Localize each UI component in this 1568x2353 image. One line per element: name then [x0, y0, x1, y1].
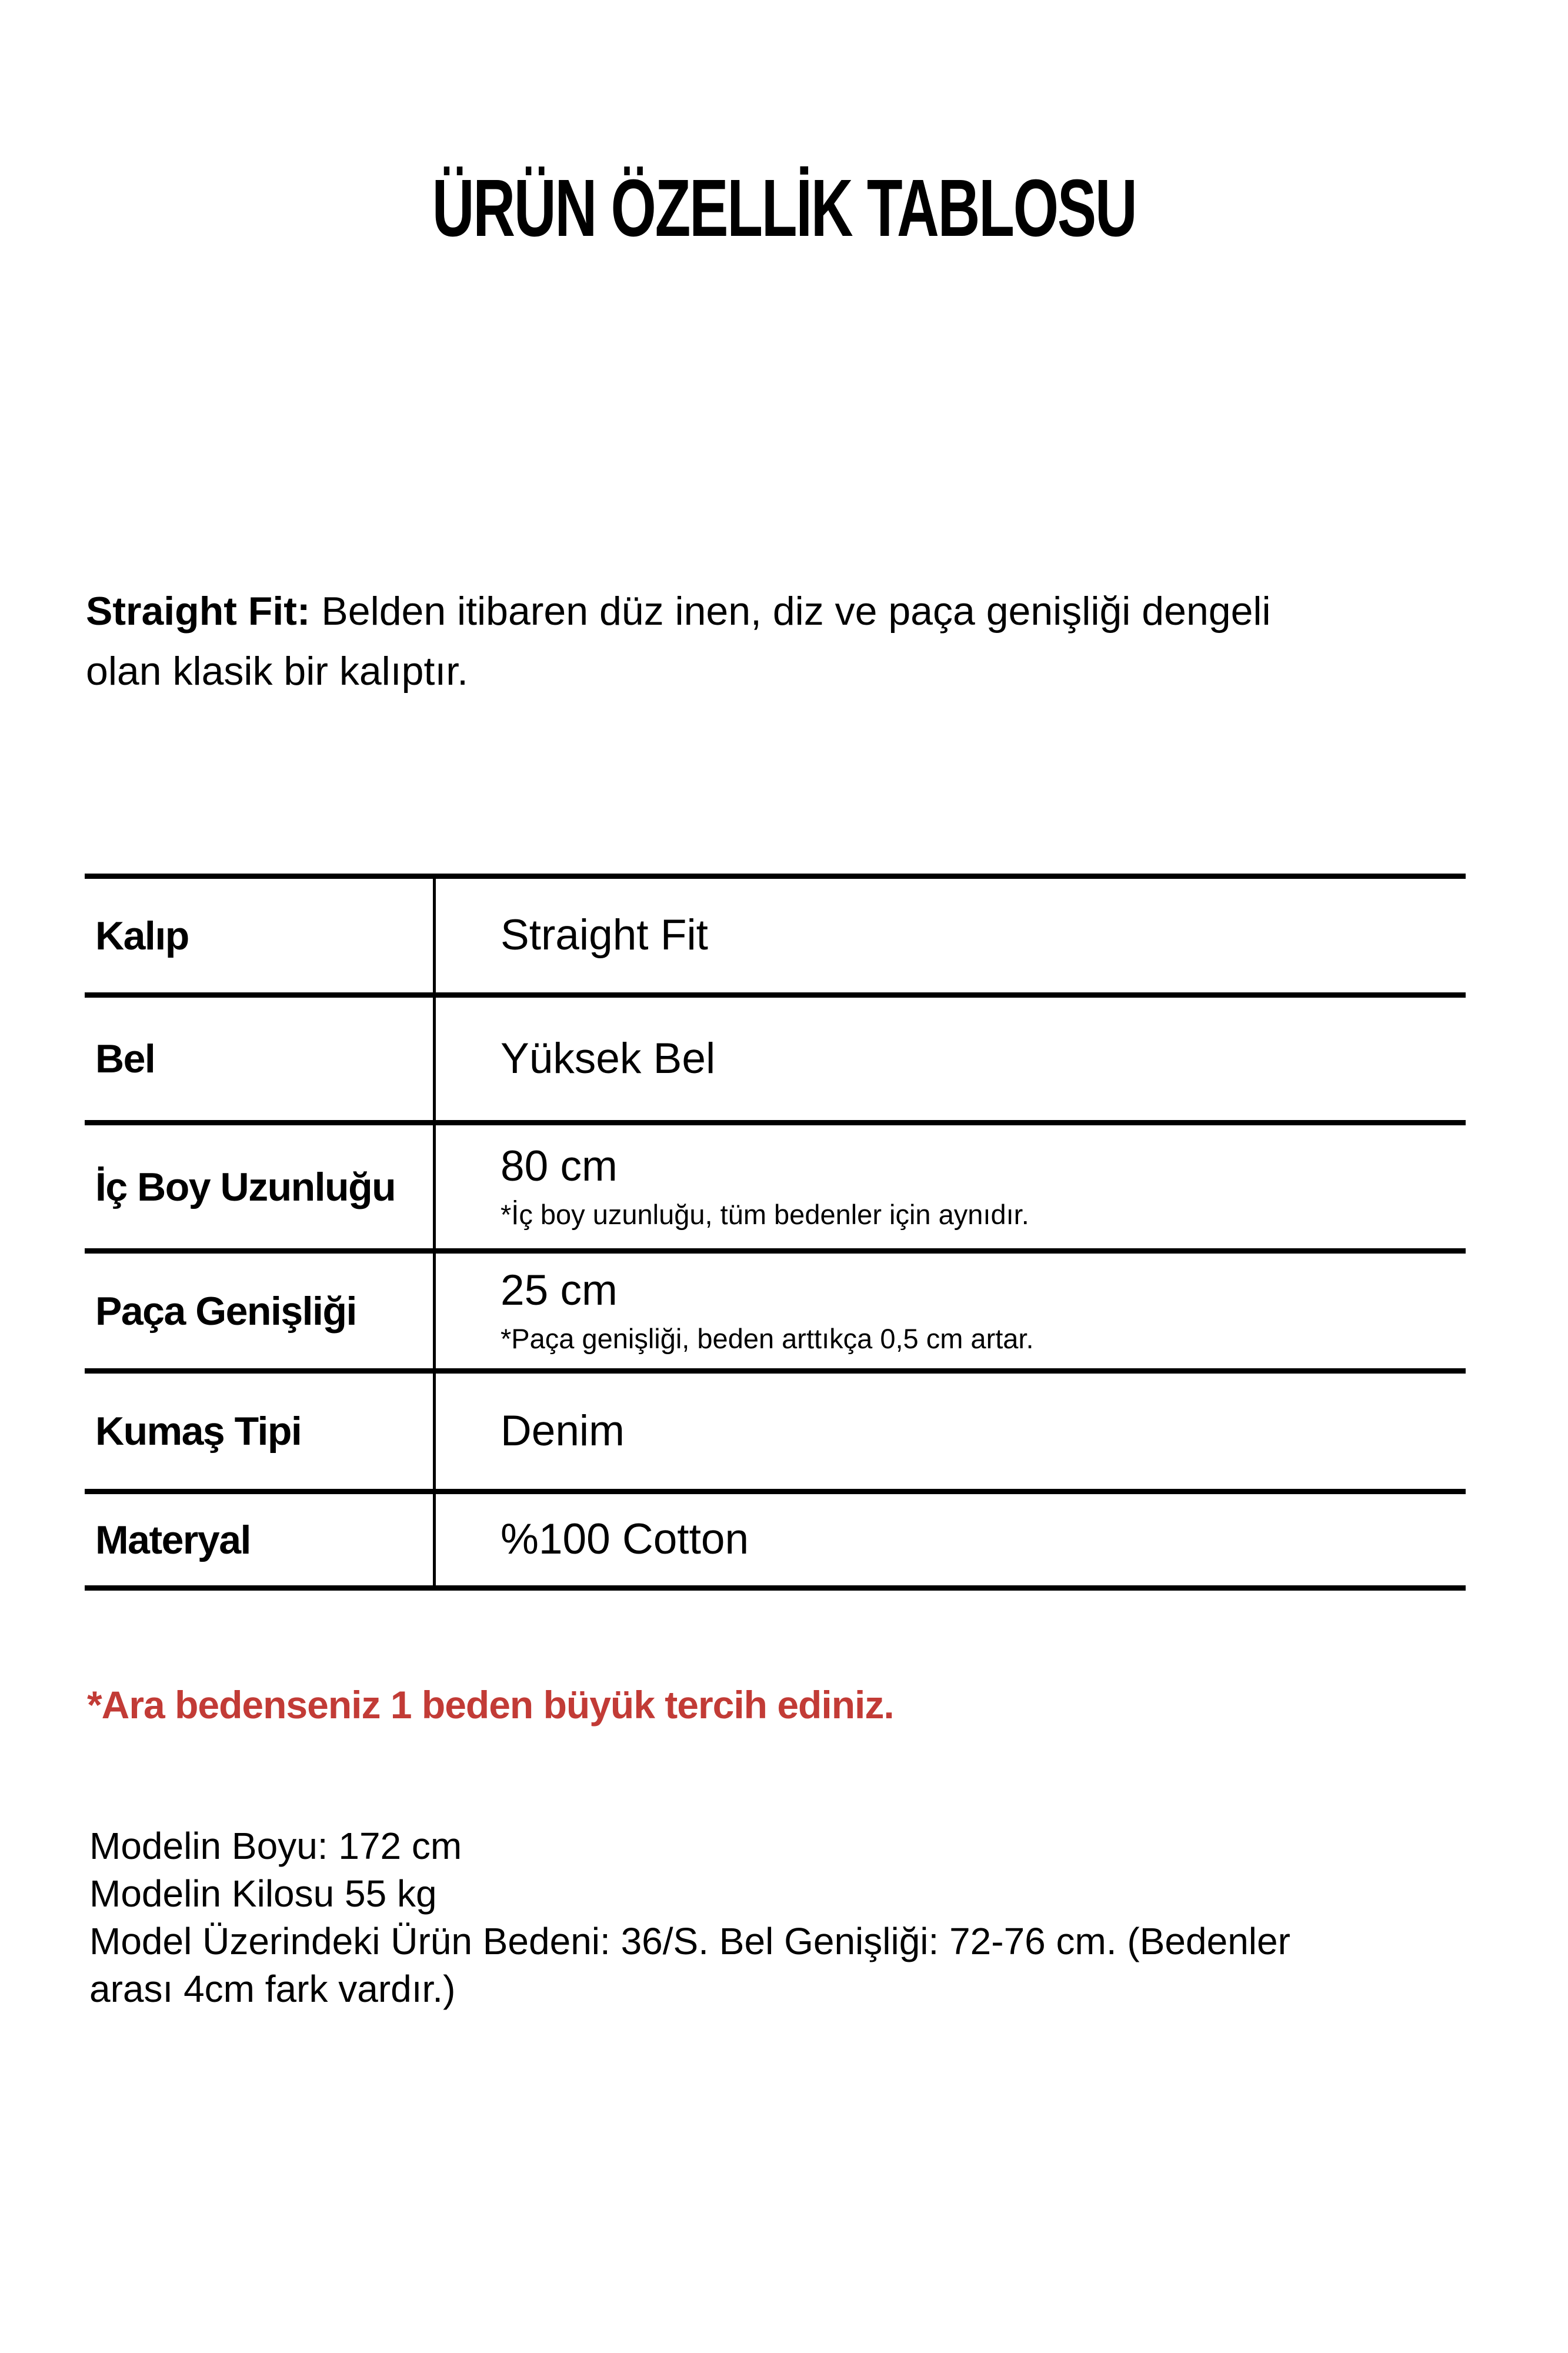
table-row-bel	[85, 998, 1466, 1125]
size-warning: *Ara bedenseniz 1 beden büyük tercih ediniz.	[87, 1683, 894, 1727]
page-title-wrap	[0, 163, 1568, 254]
model-weight-line: Modelin Kilosu 55 kg	[89, 1872, 437, 1915]
table-row-kalip	[85, 879, 1466, 998]
model-info	[89, 1822, 1290, 2013]
spec-value: Straight Fit	[501, 911, 708, 959]
spec-label: Kumaş Tipi	[85, 1374, 436, 1489]
spec-label: Paça Genişliği	[85, 1254, 436, 1368]
model-size-line-wrap: arası 4cm fark vardır.)	[89, 1968, 456, 2010]
fit-description	[86, 581, 1271, 701]
fit-name-label: Straight Fit:	[86, 589, 311, 634]
spec-label: Materyal	[85, 1494, 436, 1585]
table-row-kumas	[85, 1374, 1466, 1494]
spec-value: 25 cm	[501, 1267, 618, 1315]
spec-label: Kalıp	[85, 879, 436, 992]
table-row-ic-boy	[85, 1125, 1466, 1254]
spec-table	[85, 874, 1466, 1591]
model-size-line: Model Üzerindeki Ürün Bedeni: 36/S. Bel Genişliği: 72-76 cm. (Bedenler	[89, 1920, 1290, 1962]
spec-footnote: *Paça genişliği, beden arttıkça 0,5 cm artar.	[501, 1322, 1034, 1354]
fit-description-line2: olan klasik bir kalıptır.	[86, 649, 469, 694]
table-row-materyal	[85, 1494, 1466, 1585]
spec-label: Bel	[85, 998, 436, 1120]
spec-value: Yüksek Bel	[501, 1034, 716, 1082]
spec-value: 80 cm	[501, 1142, 618, 1191]
spec-value: Denim	[501, 1407, 625, 1455]
page-title: ÜRÜN ÖZELLİK TABLOSU	[432, 163, 1136, 254]
fit-description-line1	[86, 581, 1271, 641]
spec-value: %100 Cotton	[501, 1515, 749, 1564]
spec-footnote: *İç boy uzunluğu, tüm bedenler için aynıdır.	[501, 1198, 1029, 1230]
spec-label: İç Boy Uzunluğu	[85, 1125, 436, 1248]
table-row-paca	[85, 1254, 1466, 1374]
fit-description-text: Belden itibaren düz inen, diz ve paça genişliği dengeli	[310, 589, 1271, 634]
model-height-line: Modelin Boyu: 172 cm	[89, 1825, 462, 1867]
